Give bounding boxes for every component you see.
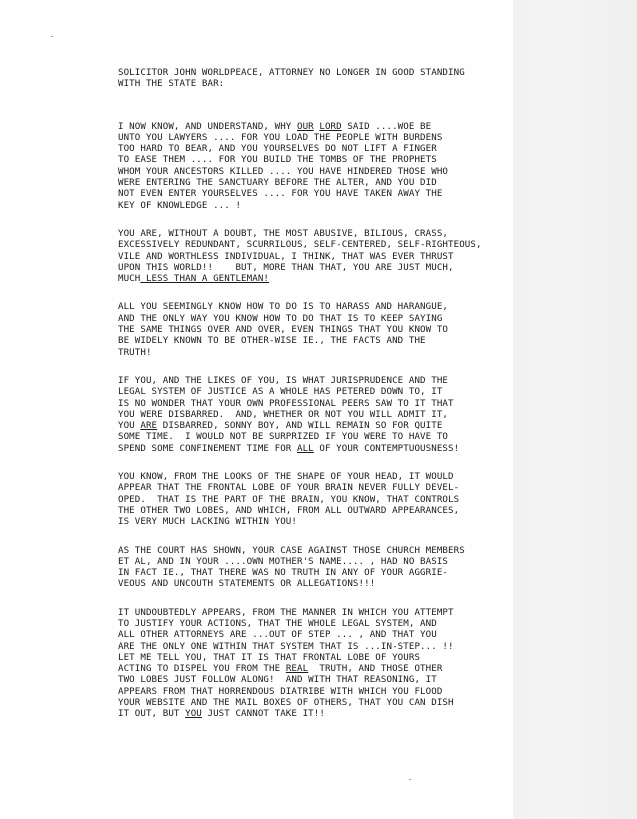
text-segment: JUST CANNOT TAKE IT!! [201,709,325,720]
text-line: VEOUS AND UNCOUTH STATEMENTS OR ALLEGATIONS!!! [118,579,376,590]
underlined-word: YOU [185,709,202,720]
text-line: AND THE ONLY WAY YOU KNOW HOW TO DO THAT IS TO KEEP SAYING [118,313,443,324]
text-line: IS NO WONDER THAT YOUR OWN PROFESSIONAL PEERS SAW TO IT THAT [118,398,454,409]
text-line: VILE AND WORTHLESS INDIVIDUAL, I THINK, THAT WAS EVER THRUST [118,251,454,262]
text-segment: TRUTH, AND THOSE OTHER [308,664,443,675]
text-segment: OF YOUR CONTEMPTUOUSNESS! [313,443,460,454]
text-line: YOU KNOW, FROM THE LOOKS OF THE SHAPE OF YOUR HEAD, IT WOULD [118,472,454,483]
letter-paragraph [118,229,518,285]
text-line: UNTO YOU LAWYERS .... FOR YOU LOAD THE PEOPLE WITH BURDENS [118,132,443,143]
underlined-word: ARE [140,421,158,432]
text-line: TO JUSTIFY YOUR ACTIONS, THAT THE WHOLE LEGAL SYSTEM, AND [118,618,437,629]
text-line: WHOM YOUR ANCESTORS KILLED .... YOU HAVE HINDERED THOSE WHO [118,166,449,177]
text-line: YOU WERE DISBARRED. AND, WHETHER OR NOT YOU WILL ADMIT IT, [118,409,449,420]
text-line: IT UNDOUBTEDLY APPEARS, FROM THE MANNER IN WHICH YOU ATTEMPT [118,607,454,618]
text-line: ET AL, AND IN YOUR ....OWN MOTHER'S NAME.... , HAD NO BASIS [118,556,449,567]
text-line [118,444,518,455]
text-segment: DISBARRED, SONNY BOY, AND WILL REMAIN SO FOR QUITE [157,421,443,432]
text-line [118,274,518,285]
text-segment: I NOW KNOW, AND UNDERSTAND, WHY [118,121,297,132]
text-line: YOUR WEBSITE AND THE MAIL BOXES OF OTHERS, THAT YOU CAN DISH [118,698,454,709]
underlined-word: ALL [297,443,314,454]
text-line: TOO HARD TO BEAR, AND YOU YOURSELVES DO NOT LIFT A FINGER [118,144,437,155]
letter-paragraph [118,608,518,721]
scan-edge-shading [513,0,637,819]
text-line: ARE THE ONLY ONE WITHIN THAT SYSTEM THAT IS ...IN-STEP... !! [118,641,454,652]
text-line: UPON THIS WORLD!! BUT, MORE THAN THAT, YOU ARE JUST MUCH, [118,262,454,273]
text-segment: YOU [118,421,141,432]
text-line: KEY OF KNOWLEDGE ... ! [118,200,242,211]
underlined-word: OUR [297,121,314,132]
text-line: SOME TIME. I WOULD NOT BE SURPRIZED IF YOU WERE TO HAVE TO [118,432,449,443]
text-line: APPEARS FROM THAT HORRENDOUS DIATRIBE WITH WHICH YOU FLOOD [118,686,443,697]
text-line: TWO LOBES JUST FOLLOW ALONG! AND WITH THAT REASONING, IT [118,675,437,686]
text-line: SOLICITOR JOHN WORLDPEACE, ATTORNEY NO LONGER IN GOOD STANDING [118,68,465,78]
text-line: TRUTH! [118,347,152,358]
letter-paragraph [118,546,518,591]
letter-salutation [118,68,518,91]
text-line: BE WIDELY KNOWN TO BE OTHER-WISE IE., THE FACTS AND THE [118,336,426,347]
text-line: OPED. THAT IS THE PART OF THE BRAIN, YOU KNOW, THAT CONTROLS [118,494,460,505]
letter-paragraph [118,376,518,455]
letter-paragraph [118,302,518,358]
text-line: EXCESSIVELY REDUNDANT, SCURRILOUS, SELF-CENTERED, SELF-RIGHTEOUS, [118,240,482,251]
text-line: IN FACT IE., THAT THERE WAS NO TRUTH IN ANY OF YOUR AGGRIE- [118,568,449,579]
text-segment: IT OUT, BUT [118,709,186,720]
text-line: IF YOU, AND THE LIKES OF YOU, IS WHAT JURISPRUDENCE AND THE [118,375,449,386]
text-line: APPEAR THAT THE FRONTAL LOBE OF YOUR BRAIN NEVER FULLY DEVEL- [118,483,460,494]
text-line [118,664,518,675]
letter-paragraph [118,122,518,212]
text-line: LET ME TELL YOU, THAT IT IS THAT FRONTAL LOBE OF YOURS [118,652,421,663]
underlined-word: LESS THAN A GENTLEMAN! [140,274,270,285]
text-line [118,709,518,720]
text-segment: MUCH [118,274,141,285]
text-segment: SAID ....WOE BE [341,121,432,132]
letter-paragraph [118,472,518,528]
text-line: WERE ENTERING THE SANCTUARY BEFORE THE ALTER, AND YOU DID [118,178,437,189]
text-line: YOU ARE, WITHOUT A DOUBT, THE MOST ABUSIVE, BILIOUS, CRASS, [118,228,449,239]
underlined-word: LORD [319,121,342,132]
text-line: THE SAME THINGS OVER AND OVER, EVEN THINGS THAT YOU KNOW TO [118,325,449,336]
underlined-word: REAL [285,664,309,675]
text-line: ALL YOU SEEMINGLY KNOW HOW TO DO IS TO HARASS AND HARANGUE, [118,302,449,313]
text-line: IS VERY MUCH LACKING WITHIN YOU! [118,517,297,528]
scan-speck [51,36,53,37]
text-line: TO EASE THEM .... FOR YOU BUILD THE TOMBS OF THE PROPHETS [118,155,437,166]
text-line: AS THE COURT HAS SHOWN, YOUR CASE AGAINST THOSE CHURCH MEMBERS [118,545,465,556]
text-line: NOT EVEN ENTER YOURSELVES .... FOR YOU HAVE TAKEN AWAY THE [118,189,443,200]
text-line [118,122,518,133]
text-line: WITH THE STATE BAR: [118,79,225,90]
text-segment: SPEND SOME CONFINEMENT TIME FOR [118,443,297,454]
text-segment: ACTING TO DISPEL YOU FROM THE [118,664,286,675]
text-line: THE OTHER TWO LOBES, AND WHICH, FROM ALL OUTWARD APPEARANCES, [118,505,460,516]
text-line: ALL OTHER ATTORNEYS ARE ...OUT OF STEP ... , AND THAT YOU [118,630,437,641]
text-line [118,421,518,432]
scan-speck [409,779,411,780]
letter-body [118,68,518,721]
text-line: LEGAL SYSTEM OF JUSTICE AS A WHOLE HAS PETERED DOWN TO, IT [118,387,443,398]
